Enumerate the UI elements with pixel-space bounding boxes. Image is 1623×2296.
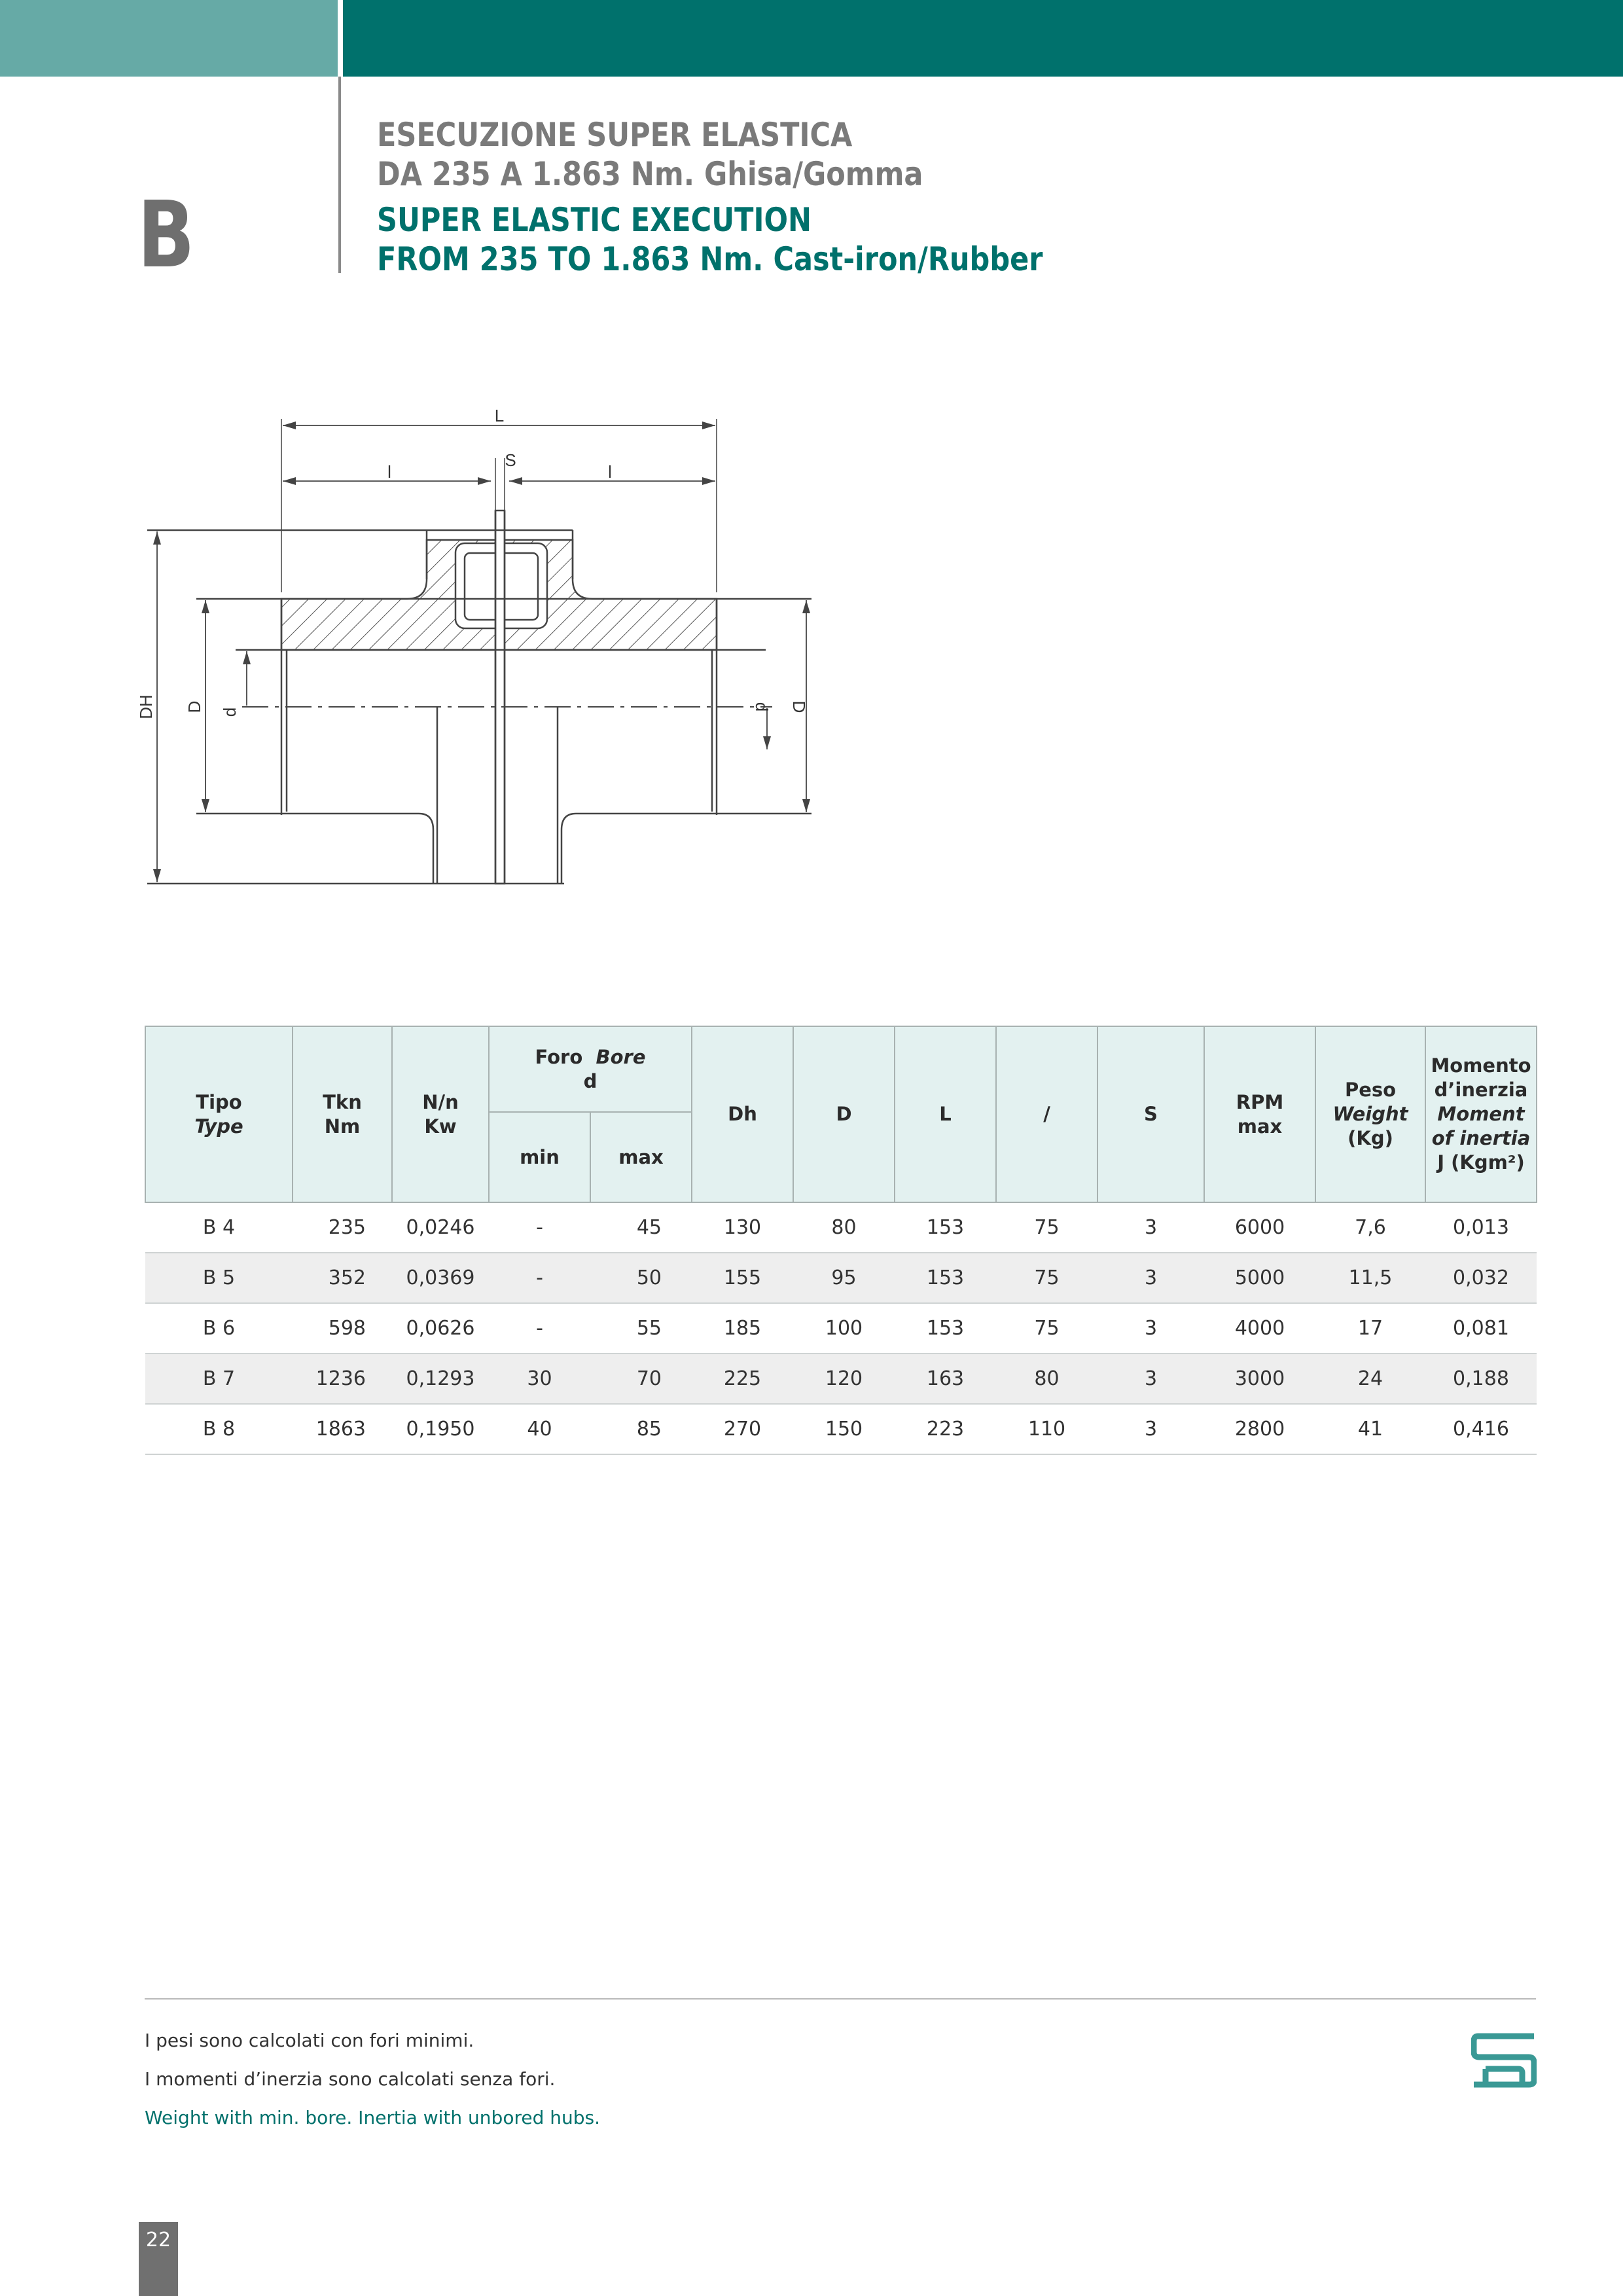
cell-nn: 0,1293 <box>392 1354 489 1404</box>
cell-rpm: 2800 <box>1204 1404 1315 1454</box>
cell-peso: 7,6 <box>1315 1202 1425 1253</box>
cell-tkn: 598 <box>293 1303 392 1354</box>
header-min: min <box>489 1112 590 1202</box>
cell-tipo: B 4 <box>145 1202 293 1253</box>
cell-l: 80 <box>996 1354 1097 1404</box>
cell-nn: 0,1950 <box>392 1404 489 1454</box>
cell-l: 75 <box>996 1303 1097 1354</box>
header-rpm: RPM max <box>1204 1026 1315 1202</box>
cell-min: 40 <box>489 1404 590 1454</box>
header-max: max <box>590 1112 692 1202</box>
cell-rpm: 4000 <box>1204 1303 1315 1354</box>
cell-peso: 11,5 <box>1315 1253 1425 1303</box>
dimension-label-D-right: D <box>789 700 809 713</box>
note-inertia-italian: I momenti d’inerzia sono calcolati senza fori. <box>145 2068 556 2090</box>
cell-j: 0,032 <box>1425 1253 1537 1303</box>
cell-tipo: B 7 <box>145 1354 293 1404</box>
cell-max: 70 <box>590 1354 692 1404</box>
dimension-label-D-left: D <box>185 700 204 713</box>
header-peso: Peso Weight (Kg) <box>1315 1026 1425 1202</box>
header-tkn: Tkn Nm <box>293 1026 392 1202</box>
cell-D: 80 <box>793 1202 895 1253</box>
specifications-table <box>145 1026 1537 1455</box>
page-number: 22 <box>145 2229 171 2251</box>
header-foro: Foro Bore d <box>489 1026 692 1112</box>
cell-dh: 155 <box>692 1253 793 1303</box>
dimension-label-l-right: l <box>608 462 612 482</box>
header-S: S <box>1097 1026 1204 1202</box>
table-row <box>145 1253 1537 1303</box>
cell-j: 0,188 <box>1425 1354 1537 1404</box>
cell-S: 3 <box>1097 1303 1204 1354</box>
cell-max: 85 <box>590 1404 692 1454</box>
cell-D: 100 <box>793 1303 895 1354</box>
cell-rpm: 5000 <box>1204 1253 1315 1303</box>
cell-D: 120 <box>793 1354 895 1404</box>
header-L: L <box>895 1026 996 1202</box>
cell-tkn: 1863 <box>293 1404 392 1454</box>
cell-min: - <box>489 1253 590 1303</box>
cell-L: 153 <box>895 1303 996 1354</box>
cell-j: 0,081 <box>1425 1303 1537 1354</box>
cell-L: 223 <box>895 1404 996 1454</box>
cell-dh: 130 <box>692 1202 793 1253</box>
cell-max: 50 <box>590 1253 692 1303</box>
cell-dh: 185 <box>692 1303 793 1354</box>
table-row <box>145 1202 1537 1253</box>
cell-S: 3 <box>1097 1404 1204 1454</box>
cell-L: 153 <box>895 1202 996 1253</box>
coupling-technical-drawing <box>0 0 1623 982</box>
cell-peso: 17 <box>1315 1303 1425 1354</box>
note-english: Weight with min. bore. Inertia with unbored hubs. <box>145 2107 600 2128</box>
header-D: D <box>793 1026 895 1202</box>
cell-l: 75 <box>996 1253 1097 1303</box>
dimension-label-d-left: d <box>220 707 240 717</box>
cell-tipo: B 8 <box>145 1404 293 1454</box>
table-row <box>145 1404 1537 1454</box>
cell-min: - <box>489 1303 590 1354</box>
title-italian-line2: DA 235 A 1.863 Nm. Ghisa/Gomma <box>377 155 923 193</box>
cell-tkn: 235 <box>293 1202 392 1253</box>
cell-dh: 225 <box>692 1354 793 1404</box>
title-english-line2: FROM 235 TO 1.863 Nm. Cast-iron/Rubber <box>377 240 1043 278</box>
company-logo-icon <box>1471 2032 1537 2089</box>
note-weight-italian: I pesi sono calcolati con fori minimi. <box>145 2030 474 2051</box>
cell-D: 95 <box>793 1253 895 1303</box>
cell-dh: 270 <box>692 1404 793 1454</box>
dimension-label-d-right: d <box>752 702 772 712</box>
cell-min: - <box>489 1202 590 1253</box>
cell-min: 30 <box>489 1354 590 1404</box>
dimension-label-L: L <box>494 406 505 425</box>
cell-nn: 0,0246 <box>392 1202 489 1253</box>
cell-S: 3 <box>1097 1354 1204 1404</box>
cell-tkn: 1236 <box>293 1354 392 1404</box>
cell-j: 0,416 <box>1425 1404 1537 1454</box>
cell-peso: 24 <box>1315 1354 1425 1404</box>
footer-divider <box>145 1998 1536 2000</box>
cell-peso: 41 <box>1315 1404 1425 1454</box>
cell-j: 0,013 <box>1425 1202 1537 1253</box>
table-row <box>145 1354 1537 1404</box>
cell-S: 3 <box>1097 1253 1204 1303</box>
header-dh: Dh <box>692 1026 793 1202</box>
header-l: / <box>996 1026 1097 1202</box>
header-nn: N/n Kw <box>392 1026 489 1202</box>
cell-l: 75 <box>996 1202 1097 1253</box>
cell-nn: 0,0626 <box>392 1303 489 1354</box>
dimension-label-l-left: l <box>387 462 391 482</box>
dimension-label-S: S <box>505 450 516 470</box>
cell-rpm: 3000 <box>1204 1354 1315 1404</box>
title-english-line1: SUPER ELASTIC EXECUTION <box>377 201 812 239</box>
cell-S: 3 <box>1097 1202 1204 1253</box>
cell-L: 153 <box>895 1253 996 1303</box>
title-italian-line1: ESECUZIONE SUPER ELASTICA <box>377 116 853 154</box>
cell-D: 150 <box>793 1404 895 1454</box>
cell-tipo: B 6 <box>145 1303 293 1354</box>
header-momento: Momento d’inerzia Moment of inertia J (Kgm²) <box>1425 1026 1537 1202</box>
cell-L: 163 <box>895 1354 996 1404</box>
table-row <box>145 1303 1537 1354</box>
dimension-label-DH: DH <box>136 694 156 719</box>
cell-l: 110 <box>996 1404 1097 1454</box>
cell-max: 45 <box>590 1202 692 1253</box>
cell-nn: 0,0369 <box>392 1253 489 1303</box>
cell-rpm: 6000 <box>1204 1202 1315 1253</box>
header-tipo: Tipo Type <box>145 1026 293 1202</box>
cell-tkn: 352 <box>293 1253 392 1303</box>
cell-max: 55 <box>590 1303 692 1354</box>
section-letter: B <box>137 182 195 289</box>
cell-tipo: B 5 <box>145 1253 293 1303</box>
